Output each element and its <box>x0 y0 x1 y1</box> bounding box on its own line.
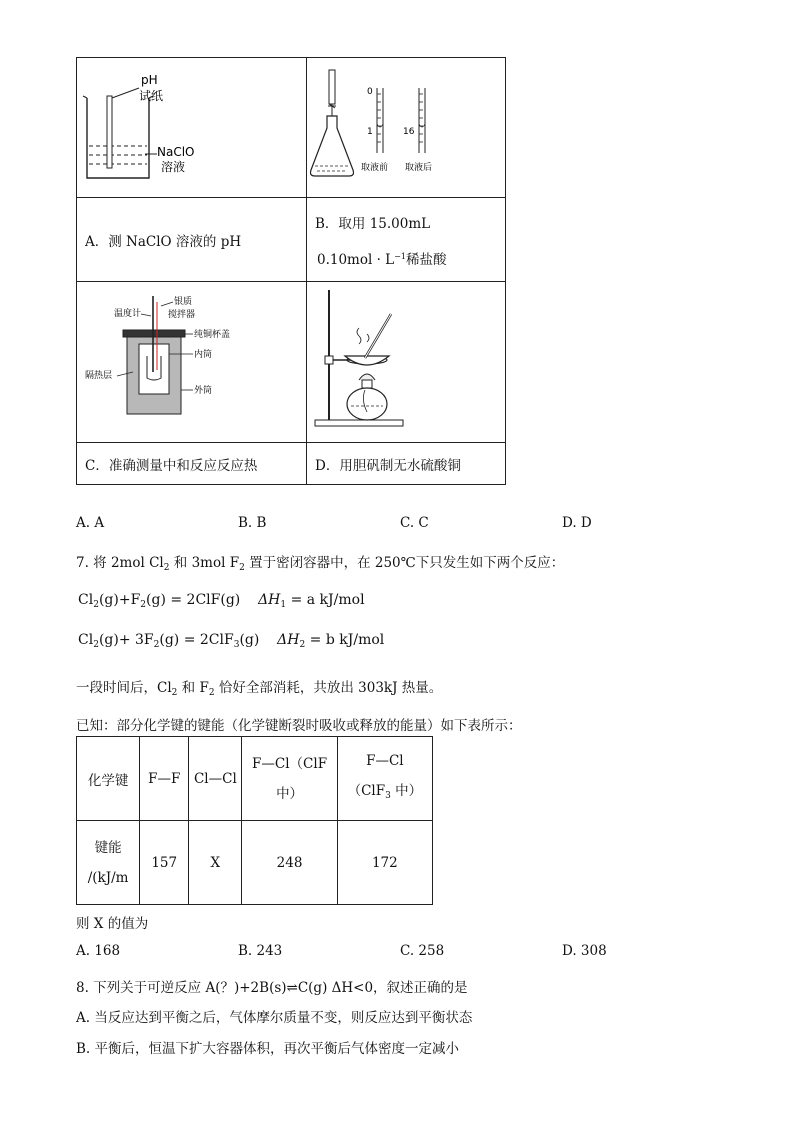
figure-a-cell <box>77 58 307 198</box>
q7-known-text: 已知：部分化学键的键能（化学键断裂时吸收或释放的能量）如下表所示： <box>76 718 522 734</box>
inner-label: 内筒 <box>194 350 213 360</box>
q6-option-c: C. C <box>400 515 429 531</box>
calorimeter-figure <box>77 282 306 438</box>
stirrer-label-2: 搅拌器 <box>168 310 196 320</box>
option-a-text: A．测 NaClO 溶液的 pH <box>85 233 242 250</box>
figure-b-cell <box>307 58 506 198</box>
option-c-cell <box>77 443 307 485</box>
option-c-text: C．准确测量中和反应反应热 <box>85 457 258 474</box>
q8-option-b: B. 平衡后，恒温下扩大容器体积，再次平衡后气体密度一定减小 <box>76 1041 460 1057</box>
after-label: 取液后 <box>405 163 433 173</box>
thermometer-label: 温度计 <box>114 309 142 319</box>
q6-option-b: B. B <box>238 515 267 531</box>
before-label: 取液前 <box>361 163 389 173</box>
option-b-line2: $0.10mol \cdot L^{-1}$稀盐酸 <box>317 251 447 268</box>
ph-paper-beaker-figure <box>77 58 306 193</box>
scale-sixteen-label: 16 <box>403 127 415 137</box>
q7-option-b: B. 243 <box>238 943 283 959</box>
equation-1: $Cl_2(g)+F_2(g) = 2ClF(g)$ $\Delta H_1 = a$ kJ/mol <box>78 592 365 610</box>
bond-header-label: 化学键 <box>77 737 140 821</box>
stirrer-label-1: 银质 <box>174 297 193 307</box>
scale-one-label: 1 <box>367 127 373 137</box>
naclo-label: NaClO <box>157 145 195 159</box>
lid-label: 纯铜杯盖 <box>194 330 231 340</box>
evaporating-dish-figure <box>307 282 505 438</box>
insulation-label: 隔热层 <box>85 371 113 381</box>
q7-option-c: C. 258 <box>400 943 445 959</box>
burette-flask-figure <box>307 58 505 193</box>
bond-header-fcl-clf3: F—Cl （ClF$_3$ 中） <box>337 737 432 821</box>
q8-stem: 8. 下列关于可逆反应 A(？)+2B(s)⇌C(g) ΔH<0，叙述正确的是 <box>76 980 468 996</box>
solution-label: 溶液 <box>161 160 186 174</box>
q6-option-a: A. A <box>76 515 105 531</box>
option-d-cell <box>307 443 506 485</box>
bond-header-ff: F—F <box>140 737 189 821</box>
figure-d-cell <box>307 282 506 443</box>
apparatus-table <box>76 57 506 485</box>
figure-c-cell <box>77 282 307 443</box>
q7-option-a: A. 168 <box>76 943 121 959</box>
q7-after-text: 一段时间后，$Cl_2$ 和 $F_2$ 恰好全部消耗，共放出 303kJ 热量。 <box>76 680 443 698</box>
energy-clcl: X <box>189 821 242 905</box>
scale-zero-label: 0 <box>367 87 373 97</box>
ph-label: pH <box>141 73 158 87</box>
q7-ask: 则 X 的值为 <box>76 916 149 932</box>
option-a-cell <box>77 198 307 282</box>
option-b-cell <box>307 198 506 282</box>
bond-energy-label: 键能 /(kJ/m <box>77 821 140 905</box>
bond-header-fcl-clf: F—Cl（ClF 中） <box>242 737 337 821</box>
option-d-text: D．用胆矾制无水硫酸铜 <box>315 457 461 474</box>
energy-ff: 157 <box>140 821 189 905</box>
energy-fcl-clf3: 172 <box>337 821 432 905</box>
equation-2: $Cl_2(g)+ 3F_2(g) = 2ClF_3(g)$ $\Delta H_2 = b$ kJ/mol <box>78 632 385 650</box>
q6-option-d: D. D <box>562 515 592 531</box>
outer-label: 外筒 <box>194 386 213 396</box>
bond-energy-table <box>76 736 433 905</box>
bond-header-clcl: Cl—Cl <box>189 737 242 821</box>
test-paper-label: 试纸 <box>139 89 164 103</box>
q8-option-a: A. 当反应达到平衡之后，气体摩尔质量不变，则反应达到平衡状态 <box>76 1010 473 1026</box>
energy-fcl-clf: 248 <box>242 821 337 905</box>
q7-stem: 7. 将 2mol $Cl_2$ 和 3mol $F_2$ 置于密闭容器中，在 250℃下只发生如下两个反应： <box>76 555 565 573</box>
option-b-line1: B．取用 15.00mL <box>315 215 431 232</box>
q7-option-d: D. 308 <box>562 943 607 959</box>
